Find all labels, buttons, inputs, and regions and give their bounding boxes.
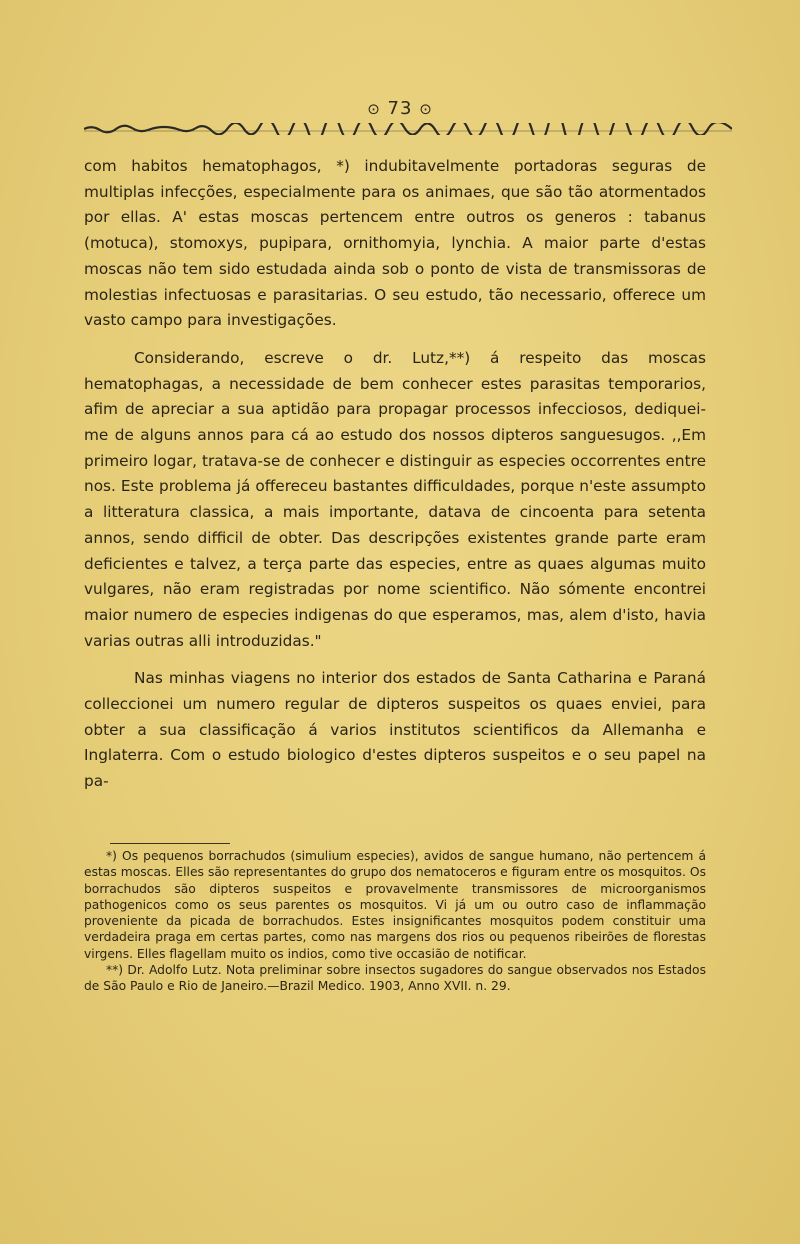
page-number: 73 bbox=[387, 98, 413, 119]
paragraph-1: com habitos hematophagos, *) indubitavelmente portadoras seguras de multiplas infecções, especialmente para os animaes, que são tão atormentados por ellas. A' estas moscas pertencem entre outros os generos : tabanus (motuca), stomoxys, pupipara, ornithomyia, lynchia. A maior parte d'estas moscas não tem sido estudada ainda sob o ponto de vista de transmissoras de molestias infectuosas e parasitarias. O seu estudo, tão necessario, offerece um vasto campo para investigações. bbox=[84, 157, 706, 330]
footnote-divider bbox=[110, 843, 230, 844]
ornament-left-icon: ⊙ bbox=[367, 100, 381, 118]
paragraph-2: Considerando, escreve o dr. Lutz,**) á respeito das moscas hematophagas, a necessidade de bem conhecer estes parasitas temporarios, afim de apreciar a sua aptidão para propagar processos infecciosos, dediquei-me de alguns annos para cá ao estudo dos nossos dipteros sanguesugos. ,,Em primeiro logar, tratava-se de conhecer e distinguir as especies occorrentes entre nos. Este problema já offereceu bastantes difficuldades, porque n'este assumpto a litteratura classica, a mais importante, datava de cincoenta para setenta annos, sendo difficil de obter. Das descripções existentes grande parte eram deficientes e talvez, a terça parte das especies, entre as quaes algumas muito vulgares, não eram registradas por nome scientifico. Não sómente encontrei maior numero de especies indigenas do que esperamos, mas, alem d'isto, havia varias outras alli introduzidas." bbox=[84, 348, 706, 650]
page-header bbox=[0, 98, 800, 119]
footnotes bbox=[84, 848, 706, 995]
footnote-1: *) Os pequenos borrachudos (simulium especies), avidos de sangue humano, não pertencem á estas moscas. Elles são representantes do grupo dos nematoceros e figuram entre os mosquitos. Os borrachudos são dipteros suspeitos e provavelmente transmissores de microorganismos pathogenicos como os seus parentes os mosquitos. Vi já um ou outro caso de inflammação proveniente da picada de borrachudos. Estes insignificantes mosquitos podem constituir uma verdadeira praga em certas partes, como nas margens dos rios ou pequenos ribeirões de florestas virgens. Elles flagellam muito os indios, como tive occasião de notificar. bbox=[84, 849, 706, 961]
paragraph-3: Nas minhas viagens no interior dos estados de Santa Catharina e Paraná colleccionei um numero regular de dipteros suspeitos os quaes enviei, para obter a sua classificação á varios institutos scientificos da Allemanha e Inglaterra. Com o estudo biologico d'estes dipteros suspeitos e o seu papel na pa- bbox=[84, 669, 706, 791]
main-text bbox=[84, 154, 706, 795]
ornament-right-icon: ⊙ bbox=[419, 100, 433, 118]
footnote-2: **) Dr. Adolfo Lutz. Nota preliminar sobre insectos sugadores do sangue observados nos Estados de São Paulo e Rio de Janeiro.—Brazil Medico. 1903, Anno XVII. n. 29. bbox=[84, 963, 706, 994]
decorative-rule bbox=[84, 123, 732, 135]
